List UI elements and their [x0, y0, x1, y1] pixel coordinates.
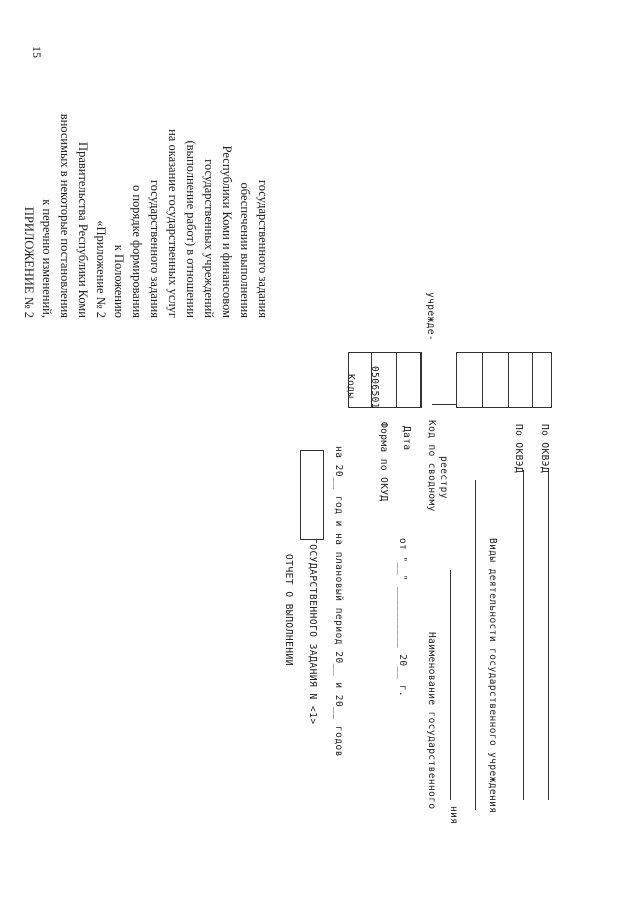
appendix-line: государственного задания — [148, 179, 162, 318]
appendix-line: к перечню изменений, — [40, 199, 54, 318]
codes-divider — [482, 352, 483, 408]
appendix-line: на оказание государственных услуг — [166, 129, 180, 318]
appendix-line: ПРИЛОЖЕНИЕ № 2 — [22, 206, 36, 318]
institution-name-underline — [450, 570, 451, 800]
appendix-line: обеспечении выполнения — [238, 182, 252, 318]
institution-name-label-cont: ния — [448, 806, 459, 825]
report-title-line2: ГОСУДАРСТВЕННОГО ЗАДАНИЯ N <1> — [307, 538, 318, 725]
appendix-line: Правительства Республики Коми — [76, 142, 90, 318]
appendix-line: о порядке формирования — [130, 184, 144, 318]
registry-tick — [432, 404, 456, 405]
codes-table-top — [348, 352, 422, 408]
appendix-line: вносимых в некоторые постановления — [58, 113, 72, 318]
appendix-line: (выполнение работ) в отношении — [184, 140, 198, 318]
report-title-line1: ОТЧЕТ О ВЫПОЛНЕНИИ — [283, 554, 294, 666]
codes-divider — [420, 352, 421, 408]
codes-table-bottom — [456, 352, 552, 408]
report-date-line: от "__" __________ 20__ г. — [397, 538, 408, 698]
appendix-line: Республики Коми и финансовом — [220, 145, 234, 318]
assignment-number-box — [300, 450, 324, 540]
appendix-line: государственного задания — [256, 179, 270, 318]
codes-header: Коды — [345, 374, 356, 399]
date-label: Дата — [401, 426, 412, 451]
okud-label: Форма по ОКУД — [378, 422, 389, 502]
institution-name-label: Наименование государственного — [426, 632, 437, 810]
page-number: 15 — [30, 46, 44, 58]
okud-value: 0506501 — [369, 366, 380, 409]
appendix-line: к Положению — [112, 244, 126, 318]
codes-divider — [532, 352, 533, 408]
okved-label-2: По ОКВЭД — [539, 424, 550, 473]
registry-code-label-cont: реестру — [438, 456, 449, 499]
codes-divider — [396, 352, 397, 408]
appendix-block — [20, 48, 272, 318]
registry-code-label: Код по сводному — [426, 420, 437, 512]
okved-label-1: По ОКВЭД — [513, 424, 524, 473]
activity-line-1 — [523, 470, 524, 800]
activity-types-label: Виды деятельности государственного учреждения — [487, 538, 498, 814]
report-period-line: на 20__ год и на плановый период 20__ и 20__ годов — [333, 446, 344, 757]
appendix-line: государственных учреждений — [202, 159, 216, 318]
registry-suffix: учрежде- — [425, 292, 436, 341]
activity-line-2 — [548, 470, 549, 800]
institution-name-underline-2 — [475, 480, 476, 810]
appendix-line: «Приложение № 2 — [94, 220, 108, 318]
codes-divider — [508, 352, 509, 408]
